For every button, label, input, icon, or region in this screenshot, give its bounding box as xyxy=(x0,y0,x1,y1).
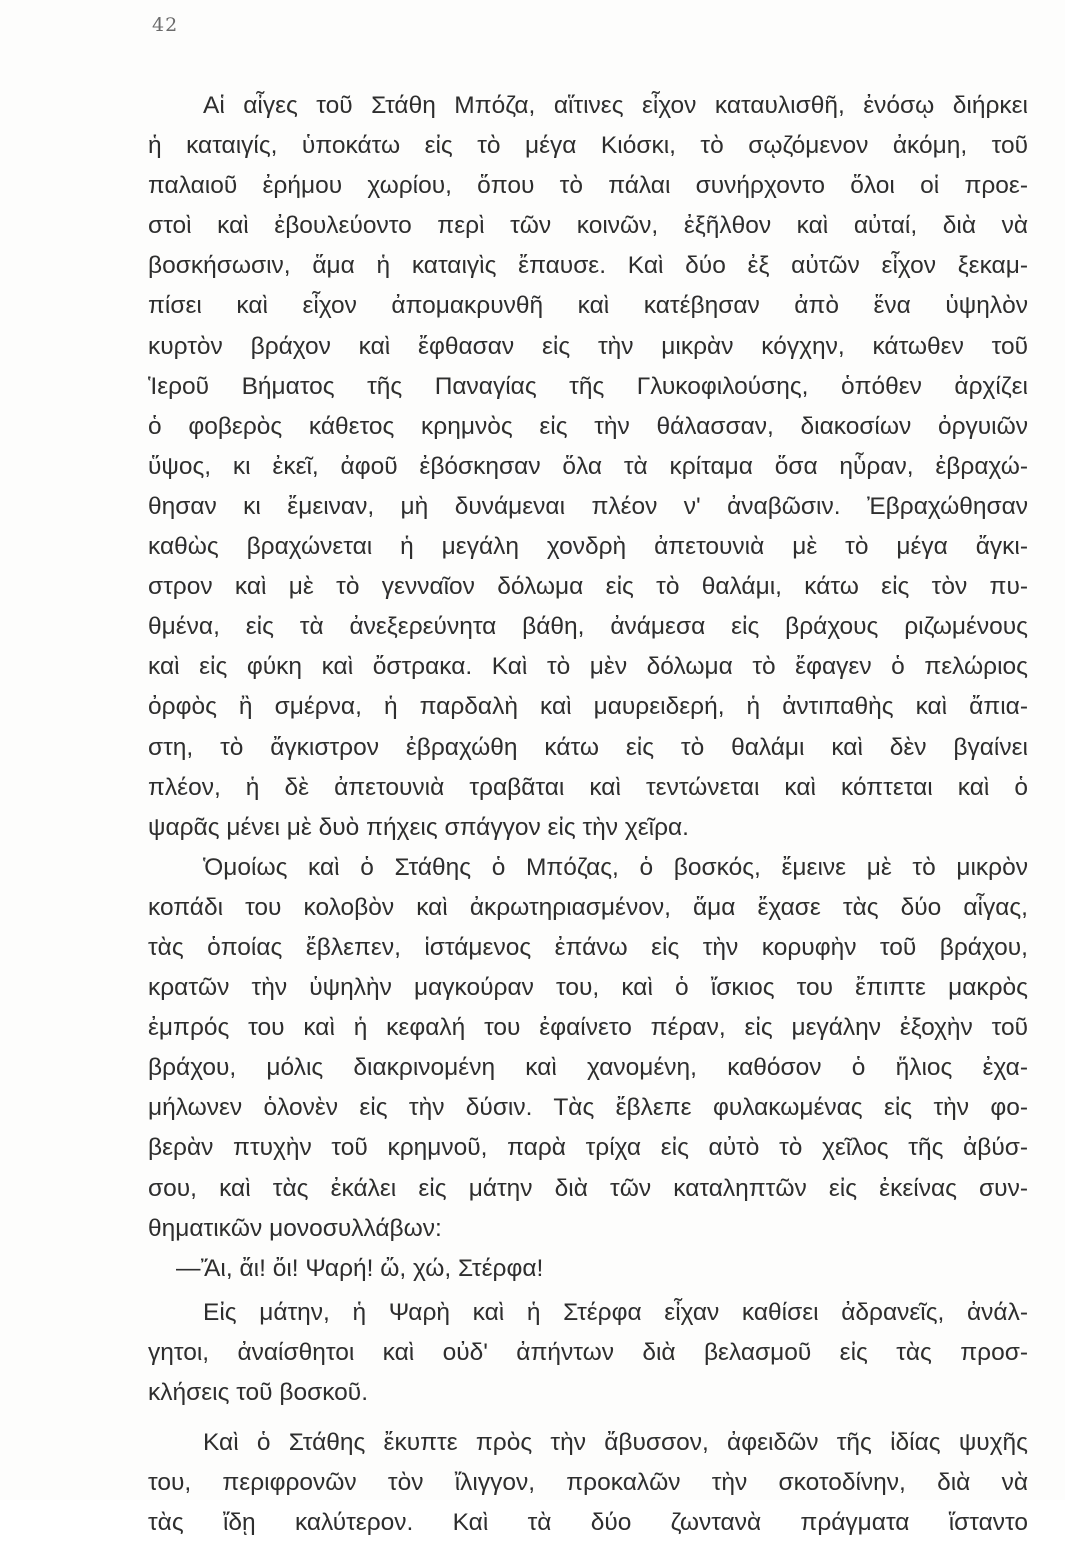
paragraph-3 xyxy=(148,1293,1028,1413)
paragraph-1 xyxy=(148,86,1028,848)
text-line: βράχου, μόλις διακρινομένη καὶ χανομένη, καθόσον ὁ ἥλιος ἐχα- xyxy=(148,1054,1028,1082)
body-text xyxy=(148,86,1028,1543)
text-line: Ἱεροῦ Βήματος τῆς Παναγίας τῆς Γλυκοφιλούσης, ὁπόθεν ἀρχίζει xyxy=(148,372,1028,400)
text-line: γητοι, ἀναίσθητοι καὶ οὐδ' ἀπήντων διὰ βελασμοῦ εἰς τὰς προσ- xyxy=(148,1338,1028,1366)
text-line: πλέον, ἡ δὲ ἀπετουνιὰ τραβᾶται καὶ τεντώνεται καὶ κόπτεται καὶ ὁ xyxy=(148,773,1028,801)
spacer xyxy=(148,1413,1028,1423)
text-line: του, περιφρονῶν τὸν ἴλιγγον, προκαλῶν τὴν σκοτοδίνην, διὰ νὰ xyxy=(148,1469,1028,1497)
text-line: κλήσεις τοῦ βοσκοῦ. xyxy=(148,1379,369,1406)
text-line: στοὶ καὶ ἐβουλεύοντο περὶ τῶν κοινῶν, ἐξῆλθον καὶ αὐταί, διὰ νὰ xyxy=(148,212,1028,240)
text-line: βοσκήσωσιν, ἅμα ἡ καταιγὶς ἔπαυσε. Καὶ δύο ἐξ αὐτῶν εἶχον ξεκαμ- xyxy=(148,252,1028,280)
text-line: κρατῶν τὴν ὑψηλὴν μαγκούραν του, καὶ ὁ ἴσκιος του ἔπιπτε μακρὸς xyxy=(148,974,1028,1002)
text-line: παλαιοῦ ἐρήμου χωρίου, ὅπου τὸ πάλαι συνήρχοντο ὅλοι οἱ προε- xyxy=(148,172,1028,200)
page-number: 42 xyxy=(152,14,179,36)
text-line: ὕψος, κι ἐκεῖ, ἀφοῦ ἐβόσκησαν ὅλα τὰ κρίταμα ὅσα ηὗραν, ἐβραχώ- xyxy=(148,452,1028,480)
text-line: τὰς ὁποίας ἔβλεπεν, ἱστάμενος ἐπάνω εἰς τὴν κορυφὴν τοῦ βράχου, xyxy=(148,933,1028,961)
text-line: κοπάδι του κολοβὸν καὶ ἀκρωτηριασμένον, ἅμα ἔχασε τὰς δύο αἶγας, xyxy=(148,893,1028,921)
text-line: θμένα, εἰς τὰ ἀνεξερεύνητα βάθη, ἀνάμεσα εἰς βράχους ριζωμένους xyxy=(148,613,1028,641)
text-line: κυρτὸν βράχον καὶ ἔφθασαν εἰς τὴν μικρὰν κόγχην, κάτωθεν τοῦ xyxy=(148,332,1028,360)
text-line: σου, καὶ τὰς ἐκάλει εἰς μάτην διὰ τῶν καταληπτῶν εἰς ἐκείνας συν- xyxy=(148,1174,1028,1202)
paragraph-4 xyxy=(148,1423,1028,1543)
text-line: ὀρφὸς ἢ σμέρνα, ἡ παρδαλὴ καὶ μαυρειδερή, ἡ ἀντιπαθὴς καὶ ἄπια- xyxy=(148,693,1028,721)
text-line: πίσει καὶ εἶχον ἀπομακρυνθῆ καὶ κατέβησαν ἀπὸ ἕνα ὑψηλὸν xyxy=(148,292,1028,320)
text-line: ψαρᾶς μένει μὲ δυὸ πήχεις σπάγγον εἰς τὴν χεῖρα. xyxy=(148,813,689,841)
text-line: Καὶ ὁ Στάθης ἔκυπτε πρὸς τὴν ἄβυσσον, ἀφειδῶν τῆς ἰδίας ψυχῆς xyxy=(203,1429,1028,1457)
text-line: θηματικῶν μονοσυλλάβων: xyxy=(148,1214,442,1242)
text-line: καὶ εἰς φύκη καὶ ὄστρακα. Καὶ τὸ μὲν δόλωμα τὸ ἔφαγεν ὁ πελώριος xyxy=(148,653,1028,681)
text-line: ἐμπρός του καὶ ἡ κεφαλή του ἐφαίνετο πέραν, εἰς μεγάλην ἐξοχὴν τοῦ xyxy=(148,1014,1028,1042)
text-line: βερὰν πτυχὴν τοῦ κρημνοῦ, παρὰ τρίχα εἰς αὐτὸ τὸ χεῖλος τῆς ἀβύσ- xyxy=(148,1134,1028,1162)
text-line: Ὁμοίως καὶ ὁ Στάθης ὁ Μπόζας, ὁ βοσκός, ἔμεινε μὲ τὸ μικρὸν xyxy=(203,853,1028,881)
dialogue-line xyxy=(148,1249,1028,1289)
paragraph-2 xyxy=(148,848,1028,1249)
dialogue-text: —Ἄι, ἄι! ὄι! Ψαρή! ὤ, χώ, Στέρφα! xyxy=(176,1254,544,1282)
text-line: τὰς ἴδῃ καλύτερον. Καὶ τὰ δύο ζωντανὰ πράγματα ἵσταντο xyxy=(148,1509,1028,1537)
text-line: θησαν κι ἔμειναν, μὴ δυνάμεναι πλέον ν' ἀναβῶσιν. Ἐβραχώθησαν xyxy=(148,492,1028,520)
text-line: Αἱ αἶγες τοῦ Στάθη Μπόζα, αἵτινες εἶχον καταυλισθῆ, ἐνόσῳ διήρκει xyxy=(203,92,1028,119)
text-line: καθὼς βραχώνεται ἡ μεγάλη χονδρὴ ἀπετουνιὰ μὲ τὸ μέγα ἄγκι- xyxy=(148,533,1028,561)
text-line: στρον καὶ μὲ τὸ γενναῖον δόλωμα εἰς τὸ θαλάμι, κάτω εἰς τὸν πυ- xyxy=(148,573,1028,601)
text-line: Εἰς μάτην, ἡ Ψαρὴ καὶ ἡ Στέρφα εἶχαν καθίσει ἀδρανεῖς, ἀνάλ- xyxy=(203,1298,1028,1326)
text-line: ἡ καταιγίς, ὑποκάτω εἰς τὸ μέγα Κιόσκι, τὸ σῳζόμενον ἀκόμη, τοῦ xyxy=(148,132,1028,160)
text-line: μήλωνεν ὁλονὲν εἰς τὴν δύσιν. Τὰς ἔβλεπε φυλακωμένας εἰς τὴν φο- xyxy=(148,1094,1028,1122)
text-line: ὁ φοβερὸς κάθετος κρημνὸς εἰς τὴν θάλασσαν, διακοσίων ὀργυιῶν xyxy=(148,412,1028,440)
text-line: στη, τὸ ἄγκιστρον ἐβραχώθη κάτω εἰς τὸ θαλάμι καὶ δὲν βγαίνει xyxy=(148,733,1028,761)
